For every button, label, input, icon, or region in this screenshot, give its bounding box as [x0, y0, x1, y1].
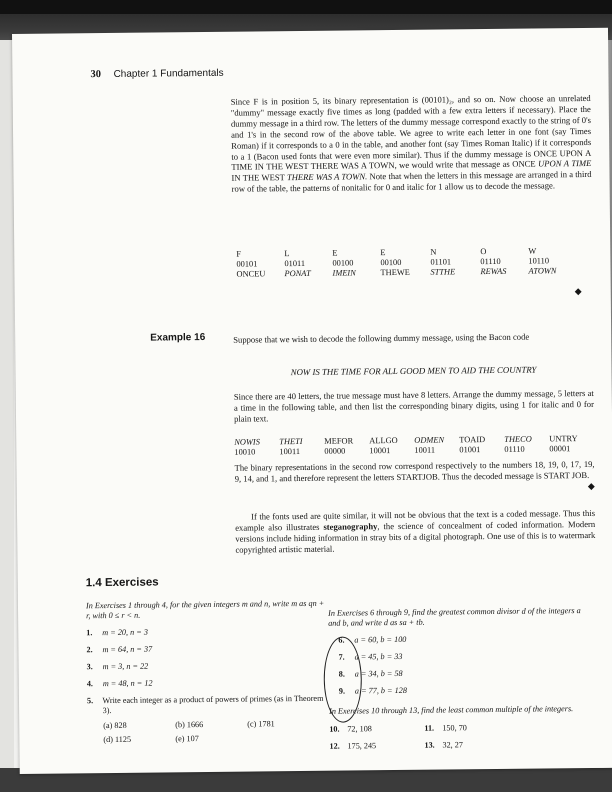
end-of-example-mark: ◆	[587, 480, 595, 491]
table-cell: NOWIS	[234, 437, 260, 447]
exercise-number: 6.	[338, 635, 345, 645]
exercises-instructions: In Exercises 1 through 4, for the given integers m and n, write m as qn + r, with 0 ≤ r < n.	[85, 598, 325, 621]
exercise-number: 12.	[329, 741, 340, 751]
page-left-edge	[0, 40, 14, 775]
exercise-item	[424, 740, 463, 750]
exercise-number: 8.	[338, 669, 345, 679]
exercises-left-column	[86, 599, 327, 746]
table1-dummy-row	[236, 266, 576, 280]
table-cell: 00100	[380, 257, 402, 268]
table-cell: 00101	[236, 259, 258, 269]
steganography-term: steganography	[323, 521, 378, 532]
table-cell: TOAID	[459, 435, 486, 445]
table-cell: 00000	[324, 446, 346, 456]
table-cell: 00001	[549, 444, 571, 454]
end-of-example-mark: ◆	[574, 286, 582, 297]
page-number: 30	[90, 69, 101, 81]
exercise-text: a = 34, b = 58	[354, 668, 403, 679]
exercise-text: m = 3, n = 22	[102, 661, 149, 672]
exercise-option: (b) 1666	[175, 720, 204, 730]
exercise-item	[87, 694, 327, 717]
table-cell: REWAS	[480, 266, 507, 277]
exercise-number: 4.	[86, 679, 93, 689]
exercises-instructions: In Exercises 10 through 13, find the least common multiple of the integers.	[329, 704, 574, 716]
exercise-options	[87, 719, 327, 732]
exercise-text: a = 60, b = 100	[354, 634, 407, 645]
exercise-number: 7.	[338, 652, 345, 662]
steganography-paragraph	[235, 508, 595, 555]
exercise-text: m = 48, n = 12	[102, 678, 153, 689]
example-16-label: Example 16	[150, 331, 206, 344]
example16-conclusion	[235, 459, 595, 495]
bacon-paragraph	[231, 93, 592, 195]
exercise-number: 3.	[86, 662, 93, 672]
exercise-number: 1.	[86, 628, 93, 638]
exercise-text: m = 64, n = 37	[102, 644, 153, 655]
table-cell: L	[284, 249, 290, 259]
exercise-item	[424, 723, 467, 733]
chapter-title: Chapter 1 Fundamentals	[113, 67, 224, 80]
exercise-text: 72, 108	[347, 724, 372, 734]
exercise-item	[329, 684, 594, 697]
table-cell: F	[236, 249, 242, 259]
exercise-item	[86, 626, 326, 639]
exercise-item	[87, 677, 327, 690]
exercise-number: 13.	[424, 740, 435, 750]
para1-text: Since F is in position 5, its binary representation is (00101)₂, and so on. Now choose an unrelated "dummy" message exactly five times as long (padded with a few extra letters if necessary). Place the dummy message in a third row. The letters of the dummy message correspond exactly to the string of 0's and 1's in the second row of the above table. We agree to write each letter in one font (say Times Roman) if it corresponds to a 0 in the table, and another font (say Times Roman Italic) if it corresponds to a 1 (Bacon used fonts that were even more similar). Thus if the dummy message is ONCE UPON A TIME IN THE WEST THERE WAS A TOWN, we would write that message as ONCE	[230, 92, 592, 173]
running-header	[90, 68, 223, 80]
exercises-heading: 1.4 Exercises	[85, 576, 159, 590]
table-cell: 00100	[332, 258, 354, 268]
exercise-option: (a) 828	[103, 720, 127, 731]
example16-intro: Suppose that we wish to decode the following dummy message, using the Bacon code	[233, 331, 530, 345]
table-cell: 10110	[528, 256, 550, 266]
table-cell: N	[430, 247, 437, 257]
table-cell: UNTRY	[549, 434, 578, 444]
exercise-option: (e) 107	[175, 734, 199, 744]
decode-table	[234, 434, 594, 458]
para1-text-3: Note that when the letters in this message are arranged in a third row of the table, the patterns of nonitalic for 0 and italic for 1 allow us to decode the message.	[231, 169, 592, 194]
exercise-text: 32, 27	[442, 740, 463, 750]
table-cell: W	[528, 246, 537, 256]
exercise-number: 5.	[86, 696, 94, 706]
table-cell: 01011	[284, 258, 306, 269]
table-cell: ONCEU	[236, 269, 266, 279]
exercise-item	[328, 650, 593, 663]
table-cell: ALLGO	[369, 435, 398, 446]
exercise-item	[329, 667, 594, 680]
exercises-right-column	[328, 606, 594, 752]
table-cell: E	[380, 248, 386, 258]
table-cell: 01110	[504, 444, 525, 454]
steg-text-2: , the science of concealment of coded information. Modern versions include hiding information in stray bits of a digital photograph. One use of this is to watermark copyrighted artistic material.	[235, 518, 596, 555]
conclusion-text: The binary representations in the second row correspond respectively to the numbers 18, 19, 0, 17, 19, 9, 14, and 1, and therefore represent the letters STARTJOB. Thus the decoded message is START JOB.	[234, 458, 595, 484]
para1-text-2: IN THE WEST	[231, 172, 285, 184]
exercise-option: (c) 1781	[247, 719, 275, 729]
exercise-item	[87, 660, 327, 673]
exercise-item	[86, 643, 326, 656]
exercise-number: 10.	[329, 724, 340, 734]
table-cell: 01101	[430, 257, 452, 267]
table-cell: PONAT	[284, 268, 311, 279]
table-cell: 01110	[480, 256, 501, 267]
table-cell: 10011	[279, 447, 301, 457]
para1-italic-1: UPON A TIME	[538, 158, 592, 169]
table-cell: ODMEN	[414, 435, 445, 445]
exercise-text: m = 20, n = 3	[102, 627, 148, 638]
steg-text: If the fonts used are quite similar, it will not be obvious that the text is a coded message. Thus this example also illustrates	[235, 507, 596, 533]
exercise-item	[328, 633, 593, 646]
table-cell: THECO	[504, 434, 532, 444]
exercise-number: 2.	[86, 645, 93, 655]
table-cell: ATOWN	[528, 266, 557, 276]
table-cell: MEFOR	[324, 436, 354, 446]
exercise-options	[87, 733, 327, 746]
table-cell: O	[480, 247, 487, 257]
exercise-text: 175, 245	[347, 741, 377, 751]
exercise-text: 150, 70	[442, 723, 467, 733]
table-cell: THEWE	[380, 267, 410, 278]
exercise-item	[329, 724, 424, 735]
table-cell: 10001	[369, 446, 391, 456]
handwritten-circle-annotation	[323, 636, 362, 722]
table-cell: THETI	[279, 436, 303, 447]
encoding-table	[236, 246, 576, 280]
exercise-text: a = 45, b = 33	[354, 651, 403, 662]
table-cell: 01001	[459, 445, 481, 455]
example16-para: Since there are 40 letters, the true message must have 8 letters. Arrange the dummy message, 5 letters at a time in the following table, and then list the corresponding binary digits, using 1 for italic and 0 for plain text.	[233, 387, 594, 424]
dummy-message: NOW IS THE TIME FOR ALL GOOD MEN TO AID THE COUNTRY	[290, 364, 537, 378]
exercise-item	[329, 741, 424, 752]
exercise-text: Write each integer as a product of powers of primes (as in Theorem 3).	[102, 693, 324, 716]
exercise-row	[329, 722, 594, 735]
table-cell: IMEIN	[332, 268, 356, 278]
exercise-number: 9.	[338, 686, 346, 696]
book-page	[12, 28, 612, 774]
exercise-number: 11.	[424, 723, 435, 733]
table-cell: STTHE	[430, 267, 456, 277]
exercise-option: (d) 1125	[103, 734, 132, 745]
exercise-text: a = 77, b = 128	[354, 685, 407, 696]
table-cell: 10010	[234, 447, 256, 457]
exercise-row	[329, 739, 594, 752]
table-cell: E	[332, 248, 338, 258]
para1-italic-2: THERE WAS A TOWN.	[286, 171, 368, 183]
exercises-instructions: In Exercises 6 through 9, find the greatest common divisor d of the integers a and b, and write d as sa + tb.	[328, 606, 581, 628]
table-cell: 10011	[414, 445, 436, 455]
